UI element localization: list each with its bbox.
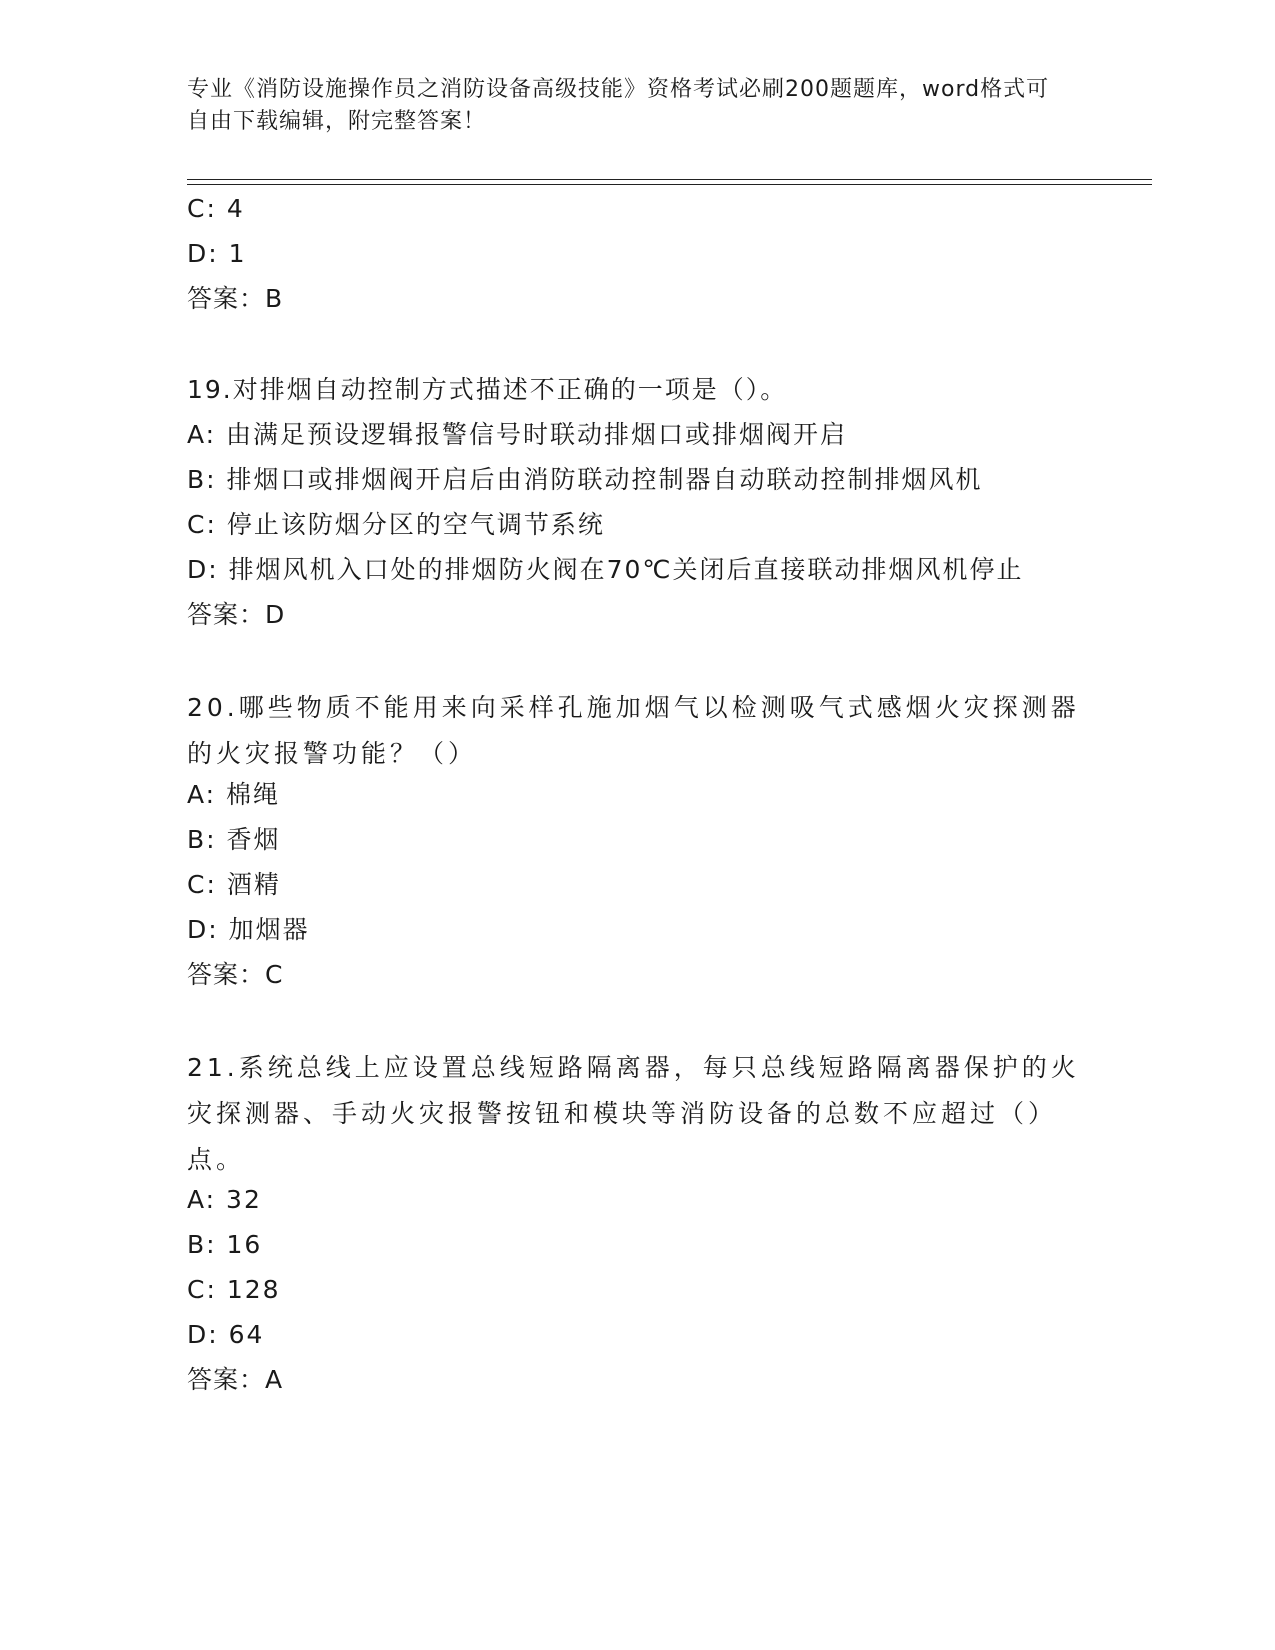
q19-option-c: C: 停止该防烟分区的空气调节系统 <box>187 510 605 539</box>
q19-option-b: B: 排烟口或排烟阀开启后由消防联动控制器自动联动控制排烟风机 <box>187 465 983 494</box>
prev-option-d: D: 1 <box>187 239 247 268</box>
q21-option-b: B: 16 <box>187 1230 263 1259</box>
q21-option-c: C: 128 <box>187 1275 281 1304</box>
q21-option-a: A: 32 <box>187 1185 262 1214</box>
header-divider-bottom <box>187 184 1152 185</box>
q21-answer: 答案：A <box>187 1365 284 1394</box>
prev-answer: 答案：B <box>187 284 284 313</box>
prev-option-c: C: 4 <box>187 194 245 223</box>
q21-option-d: D: 64 <box>187 1320 265 1349</box>
q20-question: 20.哪些物质不能用来向采样孔施加烟气以检测吸气式感烟火灾探测器的火灾报警功能？（） <box>187 693 1080 768</box>
q19-question: 19.对排烟自动控制方式描述不正确的一项是（）。 <box>187 375 788 404</box>
q20-option-a: A: 棉绳 <box>187 780 281 809</box>
q20-option-b: B: 香烟 <box>187 825 281 854</box>
q20-answer: 答案：C <box>187 960 284 989</box>
page-header: 专业《消防设施操作员之消防设备高级技能》资格考试必刷200题题库，word格式可自由下载编辑，附完整答案！ <box>187 77 1050 134</box>
q19-answer: 答案：D <box>187 600 286 629</box>
header-divider-top <box>187 179 1152 180</box>
q19-option-a: A: 由满足预设逻辑报警信号时联动排烟口或排烟阀开启 <box>187 420 848 449</box>
q19-option-d: D: 排烟风机入口处的排烟防火阀在70℃关闭后直接联动排烟风机停止 <box>187 555 1024 584</box>
q20-option-d: D: 加烟器 <box>187 915 310 944</box>
q20-option-c: C: 酒精 <box>187 870 281 899</box>
q21-question: 21.系统总线上应设置总线短路隔离器，每只总线短路隔离器保护的火灾探测器、手动火灾报警按钮和模块等消防设备的总数不应超过（）点。 <box>187 1053 1080 1174</box>
